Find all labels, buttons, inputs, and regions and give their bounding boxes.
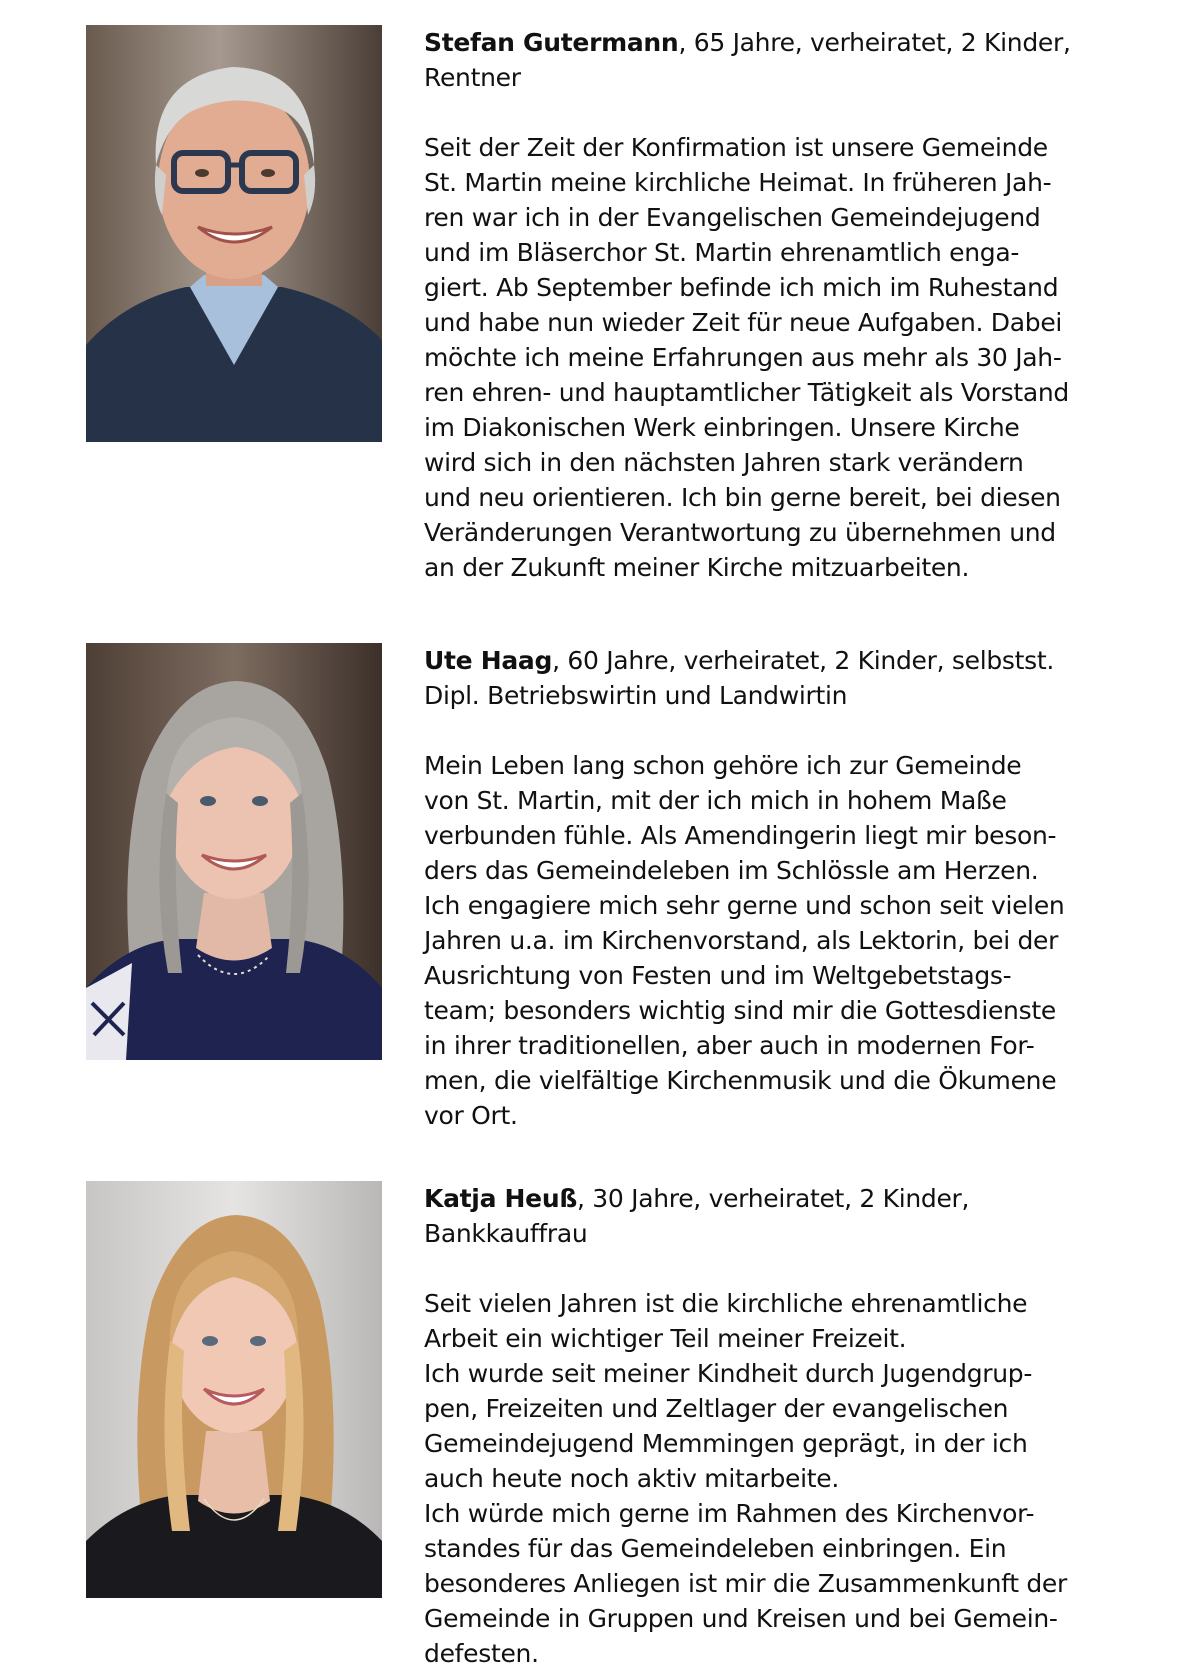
bio-line: Ich wurde seit meiner Kindheit durch Jugendgrup-	[424, 1359, 1033, 1388]
bio-line: giert. Ab September befinde ich mich im Ruhestand	[424, 273, 1059, 302]
candidate-details: , 60 Jahre, verheiratet, 2 Kinder, selbstst.	[552, 646, 1055, 675]
portrait-woman-grey-hair-icon	[86, 643, 382, 1060]
candidate-photo	[86, 1181, 382, 1598]
bio-line: Ausrichtung von Festen und im Weltgebetstags-	[424, 961, 1012, 990]
bio-line: Seit der Zeit der Konfirmation ist unsere Gemeinde	[424, 133, 1048, 162]
bio-line: Ich würde mich gerne im Rahmen des Kirchenvor-	[424, 1499, 1035, 1528]
bio-line: men, die vielfältige Kirchenmusik und die Ökumene	[424, 1066, 1057, 1095]
bio-line: Veränderungen Verantwortung zu übernehmen und	[424, 518, 1056, 547]
candidate-details: , 65 Jahre, verheiratet, 2 Kinder,	[678, 28, 1071, 57]
bio-line: besonderes Anliegen ist mir die Zusammenkunft der	[424, 1569, 1067, 1598]
bio-line: ren ehren- und hauptamtlicher Tätigkeit als Vorstand	[424, 378, 1069, 407]
candidate-header	[424, 643, 1144, 678]
bio-line: ders das Gemeindeleben im Schlössle am Herzen.	[424, 856, 1039, 885]
candidate-photo	[86, 25, 382, 442]
candidate-details: , 30 Jahre, verheiratet, 2 Kinder,	[577, 1184, 970, 1213]
candidate-name: Ute Haag	[424, 646, 553, 675]
bio-line: und neu orientieren. Ich bin gerne bereit, bei diesen	[424, 483, 1061, 512]
candidate-occupation: Dipl. Betriebswirtin und Landwirtin	[424, 681, 848, 710]
bio-line: Ich engagiere mich sehr gerne und schon seit vielen	[424, 891, 1065, 920]
bio-line: wird sich in den nächsten Jahren stark verändern	[424, 448, 1024, 477]
candidate-bio	[424, 130, 1144, 585]
bio-line: von St. Martin, mit der ich mich in hohem Maße	[424, 786, 1007, 815]
bio-line: St. Martin meine kirchliche Heimat. In früheren Jah-	[424, 168, 1052, 197]
candidate-occupation: Rentner	[424, 63, 521, 92]
bio-line: standes für das Gemeindeleben einbringen. Ein	[424, 1534, 1007, 1563]
candidate-text	[424, 643, 1144, 1133]
bio-line: und im Bläserchor St. Martin ehrenamtlich enga-	[424, 238, 1020, 267]
bio-line: Arbeit ein wichtiger Teil meiner Freizeit.	[424, 1324, 907, 1353]
bio-line: auch heute noch aktiv mitarbeite.	[424, 1464, 839, 1493]
bio-line: und habe nun wieder Zeit für neue Aufgaben. Dabei	[424, 308, 1063, 337]
candidate-text	[424, 1181, 1144, 1671]
bio-line: Gemeindejugend Memmingen geprägt, in der ich	[424, 1429, 1028, 1458]
candidate-header	[424, 25, 1144, 60]
candidate-name: Katja Heuß	[424, 1184, 577, 1213]
bio-line: defesten.	[424, 1639, 539, 1668]
bio-line: team; besonders wichtig sind mir die Gottesdienste	[424, 996, 1056, 1025]
bio-line: ren war ich in der Evangelischen Gemeindejugend	[424, 203, 1041, 232]
candidate-text	[424, 25, 1144, 585]
bio-line: Jahren u.a. im Kirchenvorstand, als Lektorin, bei der	[424, 926, 1059, 955]
bio-line: vor Ort.	[424, 1101, 518, 1130]
candidate-photo	[86, 643, 382, 1060]
candidate-bio	[424, 1286, 1144, 1671]
bio-line: im Diakonischen Werk einbringen. Unsere Kirche	[424, 413, 1020, 442]
bio-line: Mein Leben lang schon gehöre ich zur Gemeinde	[424, 751, 1022, 780]
portrait-woman-blonde-hair-icon	[86, 1181, 382, 1598]
bio-line: Gemeinde in Gruppen und Kreisen und bei Gemein-	[424, 1604, 1058, 1633]
bio-line: an der Zukunft meiner Kirche mitzuarbeiten.	[424, 553, 970, 582]
candidate-header	[424, 1181, 1144, 1216]
bio-line: möchte ich meine Erfahrungen aus mehr als 30 Jah-	[424, 343, 1062, 372]
portrait-man-glasses-icon	[86, 25, 382, 442]
candidate-name: Stefan Gutermann	[424, 28, 679, 57]
bio-line: verbunden fühle. Als Amendingerin liegt mir beson-	[424, 821, 1057, 850]
bio-line: in ihrer traditionellen, aber auch in modernen For-	[424, 1031, 1035, 1060]
bio-line: Seit vielen Jahren ist die kirchliche ehrenamtliche	[424, 1289, 1028, 1318]
bio-line: pen, Freizeiten und Zeltlager der evangelischen	[424, 1394, 1009, 1423]
candidate-bio	[424, 748, 1144, 1133]
candidate-occupation: Bankkauffrau	[424, 1219, 588, 1248]
